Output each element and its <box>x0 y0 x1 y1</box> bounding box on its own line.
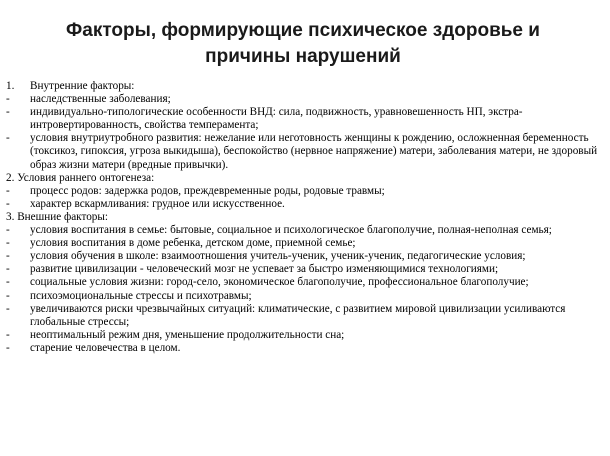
bullet-marker: - <box>6 237 10 250</box>
list-item-text: наследственные заболевания; <box>30 93 171 106</box>
bullet-marker: - <box>6 132 10 145</box>
list-item-text: индивидуально-типологические особенности ВНД: сила, подвижность, уравновешенность НП, экстра-интровертированность, свойства темперамента; <box>30 106 523 132</box>
factor-list <box>6 80 600 355</box>
list-item-text: условия воспитания в доме ребенка, детском доме, приемной семье; <box>30 237 356 250</box>
list-item <box>6 106 600 132</box>
section-heading-internal <box>6 80 600 93</box>
title-line-2: причины нарушений <box>205 46 401 67</box>
list-item <box>6 290 600 303</box>
list-item <box>6 303 600 329</box>
list-item <box>6 132 600 171</box>
list-item <box>6 93 600 106</box>
bullet-marker: - <box>6 197 10 210</box>
bullet-marker: - <box>6 263 10 276</box>
bullet-marker: - <box>6 341 10 354</box>
bullet-marker: - <box>6 302 10 315</box>
list-item <box>6 224 600 237</box>
bullet-marker: - <box>6 250 10 263</box>
section-title: 2. Условия раннего онтогенеза: <box>6 171 155 184</box>
slide-title <box>6 18 600 70</box>
list-item-text: процесс родов: задержка родов, преждевременные роды, родовые травмы; <box>30 184 385 197</box>
list-item <box>6 342 600 355</box>
list-item <box>6 237 600 250</box>
bullet-marker: - <box>6 106 10 119</box>
list-item-text: старение человечества в целом. <box>30 341 181 354</box>
section-number: 1. <box>6 80 15 92</box>
section-heading-external <box>6 211 600 224</box>
list-item <box>6 185 600 198</box>
list-item-text: неоптимальный режим дня, уменьшение продолжительности сна; <box>30 328 345 341</box>
title-line-1: Факторы, формирующие психическое здоровье и <box>66 20 540 41</box>
list-item <box>6 263 600 276</box>
list-item <box>6 198 600 211</box>
bullet-marker: - <box>6 289 10 302</box>
bullet-marker: - <box>6 184 10 197</box>
list-item <box>6 250 600 263</box>
list-item-text: развитие цивилизации - человеческий мозг не успевает за быстро изменяющимися технологиями; <box>30 263 499 276</box>
section-title: 3. Внешние факторы: <box>6 210 109 223</box>
bullet-marker: - <box>6 93 10 106</box>
bullet-marker: - <box>6 328 10 341</box>
list-item <box>6 329 600 342</box>
list-item-text: условия воспитания в семье: бытовые, социальное и психологическое благополучие, полная-неполная семья; <box>30 224 552 237</box>
list-item-text: условия внутриутробного развития: нежелание или неготовность женщины к рождению, осложненная беременность (токсикоз, гипоксия, угроза выкидыша), беспокойство (нервное напряжение) матери, заболевания матери, не здоровый образ жизни матери (вредные привычки). <box>30 132 598 171</box>
list-item-text: условия обучения в школе: взаимоотношения учитель-ученик, ученик-ученик, педагогические условия; <box>30 250 526 263</box>
list-item <box>6 276 600 289</box>
list-item-text: психоэмоциональные стрессы и психотравмы; <box>30 289 252 302</box>
bullet-marker: - <box>6 224 10 237</box>
bullet-marker: - <box>6 276 10 289</box>
list-item-text: социальные условия жизни: город-село, экономическое благополучие, профессиональное благополучие; <box>30 276 529 289</box>
list-item-text: характер вскармливания: грудное или искусственное. <box>30 197 285 210</box>
section-title: Внутренние факторы: <box>30 80 135 92</box>
section-heading-ontogenesis <box>6 172 600 185</box>
list-item-text: увеличиваются риски чрезвычайных ситуаций: климатические, с развитием мировой цивилизации усиливаются глобальные стрессы; <box>30 302 566 328</box>
